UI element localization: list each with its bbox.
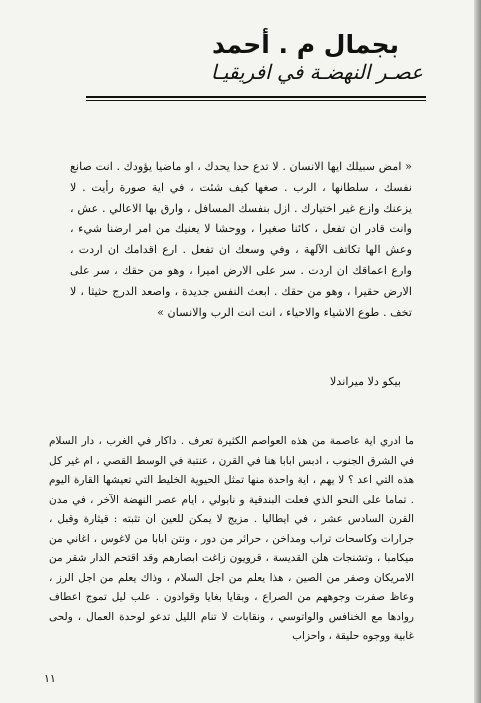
book-spine-shadow — [474, 0, 481, 703]
body-paragraph — [49, 432, 414, 647]
header-rule-thin — [86, 100, 426, 101]
epigraph-attribution: بيكو دلا ميراندلا — [330, 375, 401, 388]
page-number: ١١ — [44, 672, 56, 685]
epigraph-text: « امض سبيلك ايها الانسان . لا تدع حدا يحدك ، او ماضيا يؤودك . انت صانع نفسك ، سلطانها ، الرب . صغها كيف شئت ، في اية صورة رأيت . لا يزعنك وازع غير اختيارك . ازل بنفسك المسافل ، وارق بها الاعالي . عش ، وانت قادر ان تفعل ، كائنا صغيرا ، ووحشا لا يعنيك من امر ارضنا شيء ، وعش الها تكاتف الآلهة ، وفي وسعك ان تفعل . ارع اقدامك ان اردت ، وارع اعماقك ان اردت . سر على الارض اميرا ، وهو من حقك ، سر على الارض حقيرا ، وهو من حقك . ابعث النفس جديدة ، واصعد الدرج حثيثا ، لا تخف . طوع الاشياء والاحياء ، انت انت الرب والانسان » — [70, 160, 412, 319]
header-rule-thick — [86, 96, 426, 98]
author-name: بجمال م . أحمد — [212, 30, 399, 59]
chapter-title: عصـر النهضـة في افريقيـا — [210, 60, 423, 84]
epigraph-quote — [70, 157, 412, 323]
body-paragraph-text: ما ادري اية عاصمة من هذه العواصم الكثيرة تعرف . داكار في الغرب ، دار السلام في الشرق الجنوب ، ادبس ابابا هنا في القرن ، عنتبة في الوسط القصي ، ام غير كل هذه التي اعد ؟ لا يهم ، اية واحدة منها تمثل الحيوية الخليط التي تعيشها القارة اليوم . تماما على النحو الذي فعلت البندقية و نابولي ، ايام عصر النهضة الآخر ، في مدن القرن السادس عشر ، في ايطاليا . مزيج لا يمكن للعين ان تثبته : قيثارة وقبل ، جرارات وكاسحات تراب ومداخن ، حرائر من دور ، ونتن ابابا من لاغوس ، اغاني من ميكامبا ، وتشنجات هلن القديسة ، قرويون زاغت ابصارهم وقد اقتحم الدار شقر من الامريكان وصفر من الصين ، هذا يعلم من اجل السلام ، وذاك يعلم من اجل الرز ، وعاظ صفرت وجوههم من الصراع ، وبقايا بغايا وقوادون . علب ليل تموج اعطاف روادها مع الخنافس والواتوسي ، ونقابات لا تنام الليل تدعو لوحدة العمال ، ولحى غابية ووجوه حليقة ، واحزاب — [49, 435, 414, 642]
